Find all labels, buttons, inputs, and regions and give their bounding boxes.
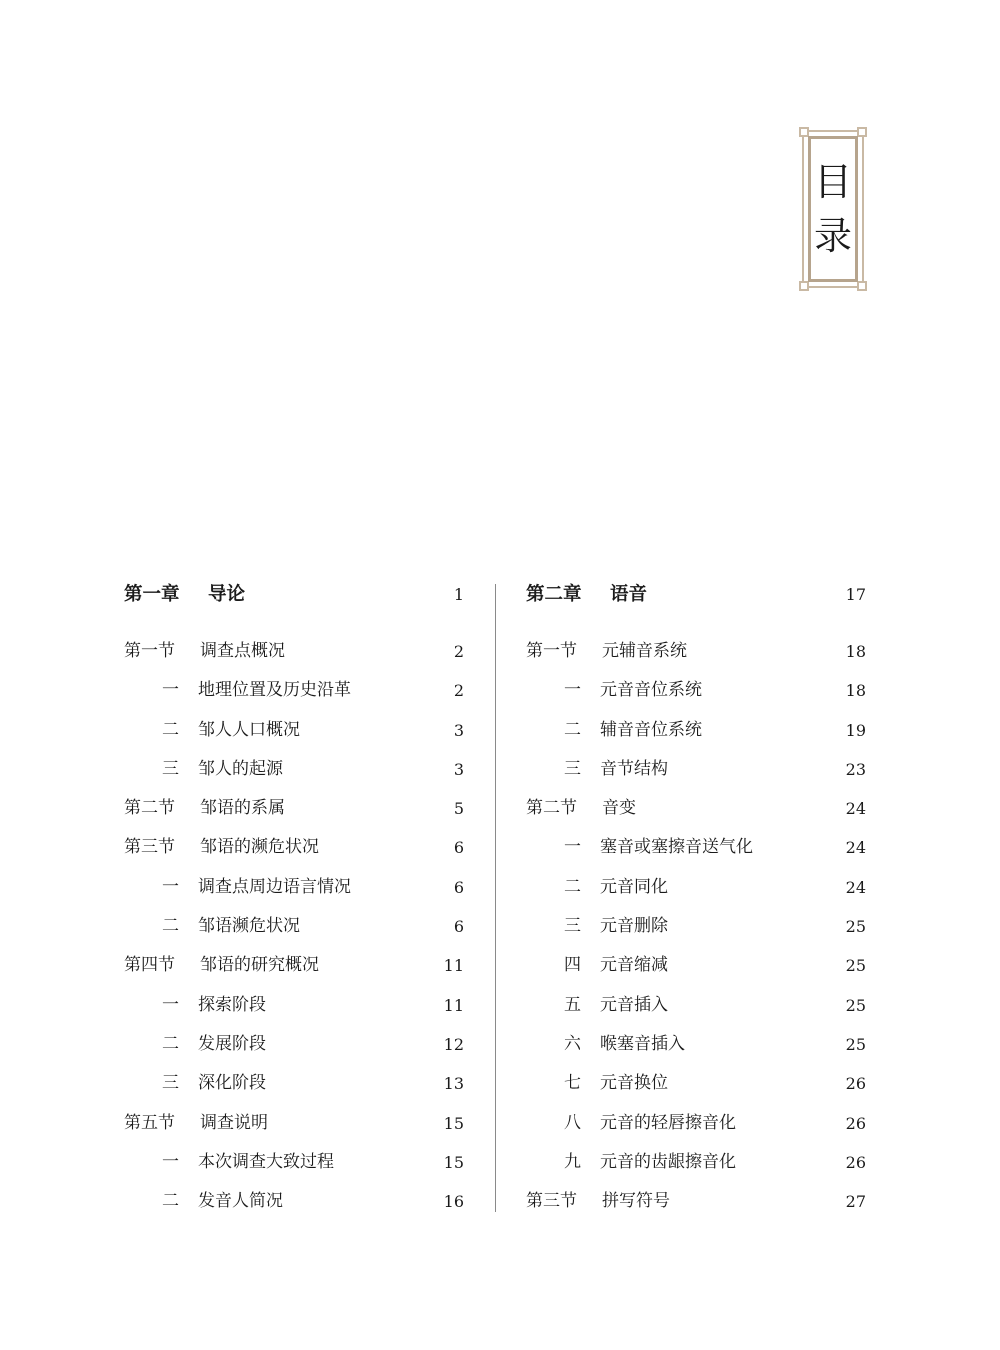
entry-label: 二 — [564, 719, 581, 740]
page-number: 25 — [845, 917, 866, 937]
frame-corner — [799, 281, 809, 291]
entry-text: 探索阶段 — [198, 994, 266, 1015]
page-number: 23 — [845, 759, 866, 779]
entry-text: 邹语的研究概况 — [200, 955, 319, 976]
entry-text: 邹人的起源 — [198, 758, 283, 779]
entry-label: 一 — [564, 837, 581, 858]
entry-text: 元辅音系统 — [602, 641, 687, 661]
chapter-title: 语音 — [610, 584, 648, 605]
entry-text: 邹语的濒危状况 — [200, 837, 319, 858]
page-number: 25 — [845, 956, 866, 976]
entry-label: 一 — [162, 1151, 179, 1172]
entry-label: 第二节 — [124, 798, 175, 819]
entry-label: 二 — [162, 916, 179, 937]
entry-text: 元音换位 — [600, 1073, 668, 1094]
page-number: 26 — [845, 1074, 866, 1094]
toc-item-entry[interactable] — [526, 868, 866, 907]
page-number: 26 — [845, 1113, 866, 1133]
entry-text: 元音音位系统 — [600, 680, 702, 701]
toc-section-entry[interactable] — [124, 828, 464, 867]
page-number: 18 — [845, 642, 866, 661]
entry-text: 深化阶段 — [198, 1073, 266, 1094]
entry-text: 地理位置及历史沿革 — [198, 680, 351, 701]
entry-label: 二 — [162, 1033, 179, 1054]
toc-item-entry[interactable] — [526, 711, 866, 750]
entry-label: 一 — [162, 680, 179, 701]
chapter-heading[interactable] — [124, 575, 464, 632]
toc-column-right — [526, 575, 866, 1221]
page-number: 17 — [845, 585, 866, 604]
toc-section-entry[interactable] — [526, 1182, 866, 1221]
toc-item-entry[interactable] — [526, 1064, 866, 1103]
page-number: 3 — [453, 720, 464, 740]
entry-label: 一 — [564, 680, 581, 701]
entry-label: 三 — [162, 1073, 179, 1094]
toc-title-char: 录 — [813, 214, 852, 258]
page-number: 27 — [845, 1192, 866, 1212]
entry-label: 七 — [564, 1073, 581, 1094]
entry-label: 第二节 — [526, 798, 577, 819]
toc-section-entry[interactable] — [124, 1104, 464, 1143]
toc-item-entry[interactable] — [526, 907, 866, 946]
entry-label: 九 — [564, 1151, 581, 1172]
toc-item-entry[interactable] — [124, 986, 464, 1025]
entry-text: 元音同化 — [600, 876, 668, 897]
entry-label: 一 — [162, 876, 179, 897]
toc-item-entry[interactable] — [526, 828, 866, 867]
entry-text: 音变 — [602, 798, 636, 819]
entry-label: 三 — [564, 916, 581, 937]
entry-text: 调查点概况 — [200, 641, 285, 661]
toc-item-entry[interactable] — [124, 1025, 464, 1064]
toc-section-entry[interactable] — [526, 789, 866, 828]
toc-item-entry[interactable] — [526, 750, 866, 789]
entry-label: 三 — [564, 758, 581, 779]
page-number: 5 — [453, 799, 464, 819]
entry-text: 调查点周边语言情况 — [198, 876, 351, 897]
page-number: 19 — [845, 720, 866, 740]
entry-label: 二 — [162, 1191, 179, 1212]
toc-section-entry[interactable] — [124, 789, 464, 828]
page-number: 16 — [443, 1192, 464, 1212]
page-number: 12 — [443, 1034, 464, 1054]
entry-label: 二 — [564, 876, 581, 897]
page-number: 6 — [453, 917, 464, 937]
chapter-label: 第一章 — [124, 584, 180, 605]
toc-item-entry[interactable] — [526, 946, 866, 985]
toc-column-left — [124, 575, 464, 1221]
entry-label: 八 — [564, 1112, 581, 1133]
page-number: 24 — [845, 877, 866, 897]
page-number: 24 — [845, 838, 866, 858]
entry-text: 元音的齿龈擦音化 — [600, 1151, 736, 1172]
toc-item-entry[interactable] — [124, 1182, 464, 1221]
toc-item-entry[interactable] — [526, 986, 866, 1025]
page-number: 2 — [453, 642, 464, 661]
toc-item-entry[interactable] — [124, 1064, 464, 1103]
entry-label: 四 — [564, 955, 581, 976]
entry-text: 本次调查大致过程 — [198, 1151, 334, 1172]
column-divider — [495, 584, 496, 1212]
toc-section-entry[interactable] — [124, 946, 464, 985]
page-number: 13 — [443, 1074, 464, 1094]
chapter-title: 导论 — [208, 584, 246, 605]
page-number: 15 — [443, 1152, 464, 1172]
toc-item-entry[interactable] — [124, 750, 464, 789]
entry-text: 元音删除 — [600, 916, 668, 937]
entry-text: 邹人人口概况 — [198, 719, 300, 740]
page-number: 11 — [443, 956, 464, 976]
entry-text: 喉塞音插入 — [600, 1033, 685, 1054]
toc-item-entry[interactable] — [526, 1025, 866, 1064]
page-number: 25 — [845, 995, 866, 1015]
entry-label: 第一节 — [526, 641, 577, 661]
chapter-label: 第二章 — [526, 584, 582, 605]
toc-item-entry[interactable] — [526, 1104, 866, 1143]
entry-text: 邹语濒危状况 — [198, 916, 300, 937]
entry-text: 元音缩减 — [600, 955, 668, 976]
page-number: 18 — [845, 681, 866, 701]
entry-label: 五 — [564, 994, 581, 1015]
page-number: 15 — [443, 1113, 464, 1133]
entry-text: 元音的轻唇擦音化 — [600, 1112, 736, 1133]
toc-title-box — [802, 130, 864, 288]
entry-label: 六 — [564, 1033, 581, 1054]
page-number: 1 — [453, 585, 464, 604]
toc-section-entry[interactable] — [526, 632, 866, 671]
toc-item-entry[interactable] — [526, 1143, 866, 1182]
entry-text: 调查说明 — [200, 1112, 268, 1133]
toc-title-char: 目 — [813, 160, 852, 204]
chapter-heading[interactable] — [526, 575, 866, 632]
page-number: 24 — [845, 799, 866, 819]
frame-corner — [857, 127, 867, 137]
page-number: 6 — [453, 877, 464, 897]
entry-text: 邹语的系属 — [200, 798, 285, 819]
entry-text: 塞音或塞擦音送气化 — [600, 837, 753, 858]
frame-corner — [857, 281, 867, 291]
entry-label: 第五节 — [124, 1112, 175, 1133]
entry-label: 第三节 — [124, 837, 175, 858]
entry-text: 发音人简况 — [198, 1191, 283, 1212]
entry-label: 第四节 — [124, 955, 175, 976]
page-number: 25 — [845, 1034, 866, 1054]
toc-item-entry[interactable] — [124, 868, 464, 907]
toc-title — [808, 136, 858, 282]
entry-text: 发展阶段 — [198, 1033, 266, 1054]
entry-label: 第三节 — [526, 1191, 577, 1212]
toc-item-entry[interactable] — [124, 711, 464, 750]
toc-item-entry[interactable] — [526, 671, 866, 710]
entry-label: 一 — [162, 994, 179, 1015]
toc-item-entry[interactable] — [124, 907, 464, 946]
entry-label: 第一节 — [124, 641, 175, 661]
toc-item-entry[interactable] — [124, 671, 464, 710]
entry-label: 二 — [162, 719, 179, 740]
toc-section-entry[interactable] — [124, 632, 464, 671]
page-number: 6 — [453, 838, 464, 858]
page-number: 3 — [453, 759, 464, 779]
entry-text: 拼写符号 — [602, 1191, 670, 1212]
page-number: 2 — [453, 681, 464, 701]
page-number: 26 — [845, 1152, 866, 1172]
entry-text: 辅音音位系统 — [600, 719, 702, 740]
entry-text: 元音插入 — [600, 994, 668, 1015]
page-number: 11 — [443, 995, 464, 1015]
toc-item-entry[interactable] — [124, 1143, 464, 1182]
entry-label: 三 — [162, 758, 179, 779]
entry-text: 音节结构 — [600, 758, 668, 779]
